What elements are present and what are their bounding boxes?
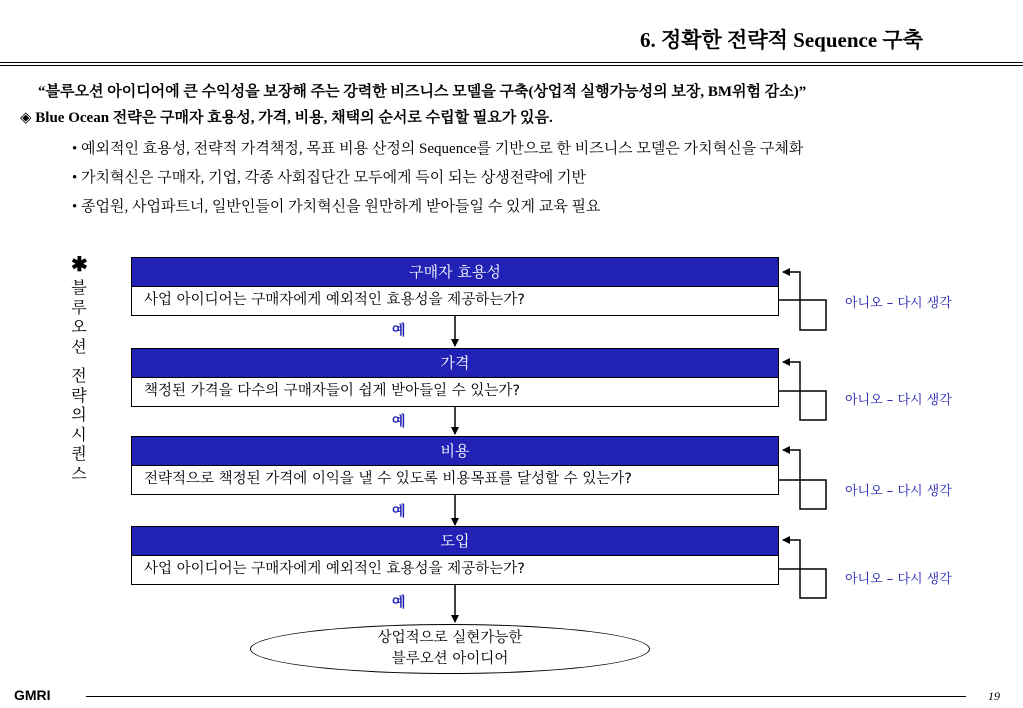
step-header: 가격: [132, 349, 778, 378]
step-header: 구매자 효용성: [132, 258, 778, 287]
loop-arrow: [779, 540, 826, 598]
step-box-adoption: [131, 526, 779, 585]
side-char: 퀀: [71, 444, 87, 463]
side-char: 루: [71, 297, 87, 317]
step-question: 책정된 가격을 다수의 구매자들이 쉽게 받아들일 수 있는가?: [132, 378, 778, 406]
no-label: 아니오 – 다시 생각: [845, 572, 952, 587]
side-char: 션: [71, 336, 87, 356]
no-label: 아니오 – 다시 생각: [845, 296, 952, 311]
step-box-utility: [131, 257, 779, 316]
result-oval: [250, 624, 650, 674]
yes-label: 예: [392, 504, 406, 520]
step-box-price: [131, 348, 779, 407]
yes-label: 예: [392, 414, 406, 430]
loop-arrow: [779, 272, 826, 330]
side-char: 오: [71, 317, 87, 336]
side-char: 시: [71, 424, 87, 444]
step-question: 사업 아이디어는 구매자에게 예외적인 효용성을 제공하는가?: [132, 287, 778, 315]
step-box-cost: [131, 436, 779, 495]
yes-label: 예: [392, 323, 406, 339]
yes-label: 예: [392, 595, 406, 611]
main-point: ◈ Blue Ocean 전략은 구매자 효용성, 가격, 비용, 채택의 순서로 수립할 필요가 있음.: [20, 110, 553, 126]
footer-brand: GMRI: [14, 687, 51, 703]
page-number: 19: [988, 689, 1000, 703]
side-char: 전: [71, 366, 87, 385]
slide-title: 6. 정확한 전략적 Sequence 구축: [639, 28, 923, 52]
quote-text: “블루오션 아이디어에 큰 수익성을 보장해 주는 강력한 비즈니스 모델을 구축(상업적 실행가능성의 보장, BM위험 감소)”: [38, 84, 807, 100]
sub-point: • 종업원, 사업파트너, 일반인들이 가치혁신을 원만하게 받아들일 수 있게 교육 필요: [72, 199, 601, 215]
step-header: 도입: [132, 527, 778, 556]
result-line: 블루오션 아이디어: [391, 651, 509, 667]
side-char: 스: [71, 463, 87, 483]
loop-arrow: [779, 450, 826, 509]
side-char: 의: [71, 405, 87, 424]
sub-point: • 예외적인 효용성, 전략적 가격책정, 목표 비용 산정의 Sequence를 기반으로 한 비즈니스 모델은 가치혁신을 구체화: [72, 141, 804, 157]
no-label: 아니오 – 다시 생각: [845, 484, 952, 499]
side-char: 블: [71, 278, 87, 297]
loop-arrow: [779, 362, 826, 420]
side-star-icon: ✱: [71, 254, 88, 276]
side-char: 략: [71, 385, 87, 405]
step-question: 전략적으로 책정된 가격에 이익을 낼 수 있도록 비용목표를 달성할 수 있는가?: [132, 466, 778, 494]
result-line: 상업적으로 실현가능한: [377, 630, 523, 646]
no-label: 아니오 – 다시 생각: [845, 393, 952, 408]
sub-point: • 가치혁신은 구매자, 기업, 각종 사회집단간 모두에게 득이 되는 상생전략에 기반: [72, 170, 586, 186]
step-question: 사업 아이디어는 구매자에게 예외적인 효용성을 제공하는가?: [132, 556, 778, 584]
footer-rule: [86, 696, 966, 697]
step-header: 비용: [132, 437, 778, 466]
